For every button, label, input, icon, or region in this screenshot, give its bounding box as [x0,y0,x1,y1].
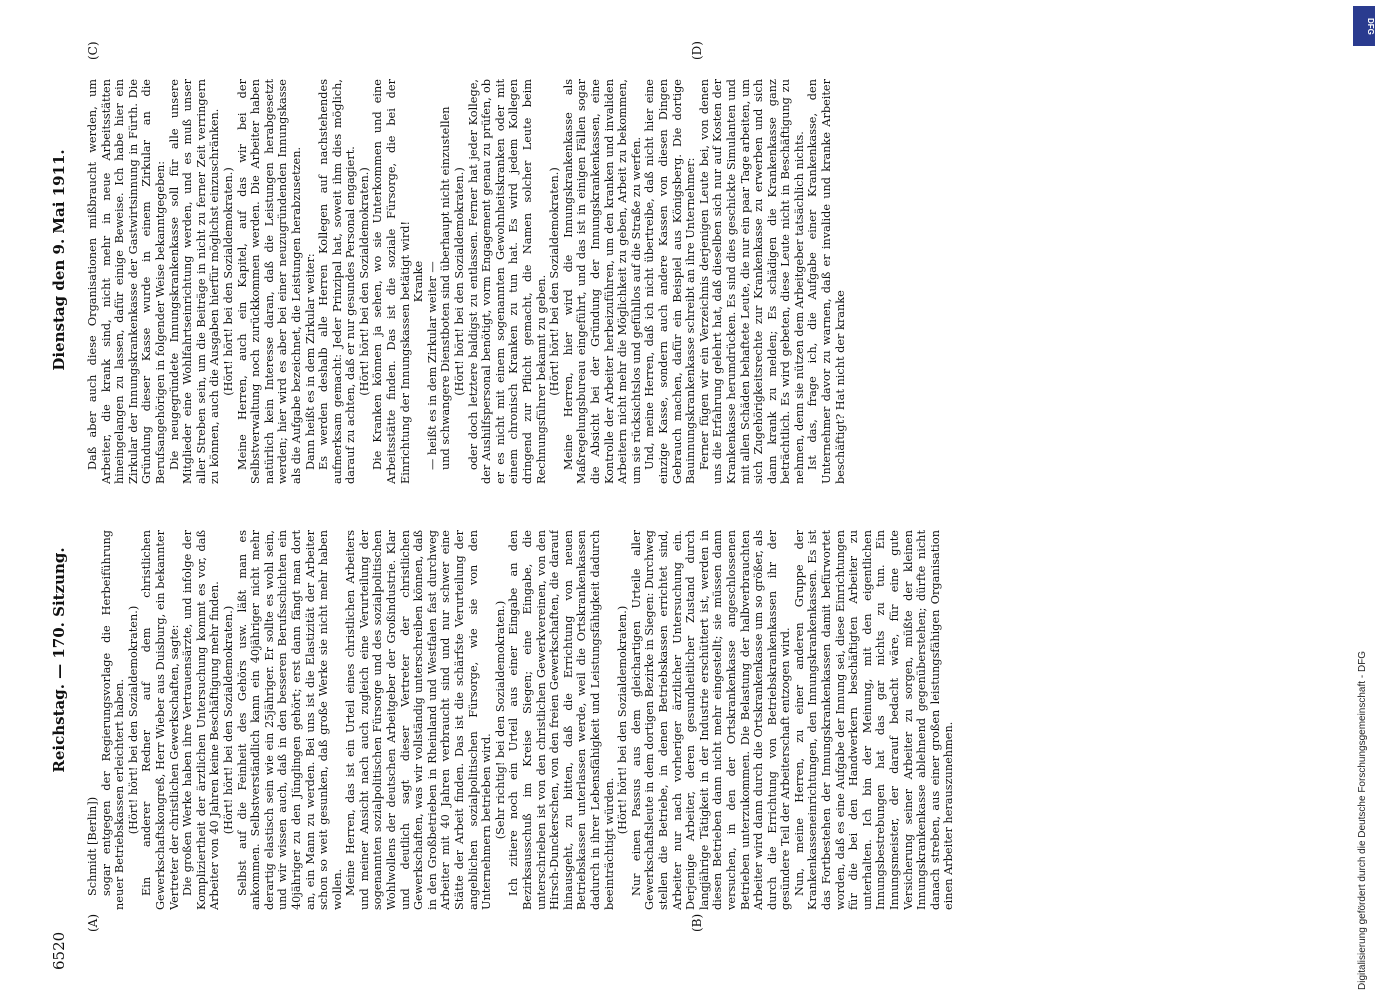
paragraph: sogar entgegen der Regierungsvorlage die Herbeiführung neuer Betriebskassen erleichtert haben. [99,530,127,910]
page-header [50,35,74,970]
paragraph: Ich zitiere noch ein Urteil aus einer Eingabe an den Bezirksausschuß im Kreise Siegen; eine Eingabe, die unterschrieben ist von den christlichen Gewerkvereinen, von den Hirsch-Dunckerschen, von den freien Gewerkschaften, die darauf hinausgeht, zu bitten, daß die Errichtung von neuen Betriebskassen unterlassen werde, weil die Ortskrankenkassen dadurch in ihrer Lebensfähigkeit und Leistungsfähigkeit dadurch beeinträchtigt würden. [507,530,616,910]
paragraph: Die großen Werke haben ihre Vertrauensärzte, und infolge der Kompliziertheit der ärztlichen Untersuchung kommt es vor, daß Arbeiter von 40 Jahren keine Beschäftigung mehr finden. [181,530,222,910]
dfg-logo: DFG [1353,6,1375,46]
margin-marker-c: (C) [86,41,100,60]
paragraph: Ferner fügen wir ein Verzeichnis derjenigen Leute bei, von denen uns die Erfahrung gelehrt hat, daß dieselben sich nur auf Kosten der Krankenkasse herumdrücken. Es sind dies geschickte Simulanten und mit allen Schäden behaftete Leute, die nur ein paar Tage arbeiten, um sich Zugehörigkeitsrechte zur Krankenkasse zu erwerben und sich dann krank zu melden; Es schädigen die Krankenkasse ganz beträchtlich. Es wird gebeten, diese Leute nicht in Beschäftigung zu nehmen, denn sie nützen dem Arbeitgeber tatsächlich nichts. [697,79,806,484]
paragraph: (Hört! hört! bei den Sozialdemokraten.) [616,605,630,835]
paragraph: Die neugegründete Innungskrankenkasse soll für alle unsere Mitglieder eine Wohlfahrtseinrichtung werden, und es muß unser aller Streben sein, um die Beiträge in nicht zu ferner Zeit verringern zu können, auch die Ausgaben hierfür möglichst einzuschränken. [167,79,222,484]
paragraph: (Sehr richtig! bei den Sozialdemokraten.) [493,600,507,840]
paragraph: — heißt es in dem Zirkular weiter — [425,261,439,470]
paragraph: Dann heißt es in dem Zirkular weiter: [303,253,317,470]
paragraph: (Hört! hört! bei den Sozialdemokraten.) [548,167,562,396]
paragraph: Meine Herren, auch ein Kapitel, auf das wir bei der Selbstverwaltung noch zurückkommen werden. Die Arbeiter haben natürlich kein Interesse daran, daß die Leistungen herabgesetzt werden; hier wird es aber bei einer neuzugründenden Innungskasse als die Aufgabe bezeichnet, die Leistungen herabzusetzen. [235,79,303,484]
right-text-column [86,79,1296,484]
paragraph: Ein anderer Redner auf dem christlichen Gewerkschaftskongreß, Herr Wieber aus Duisburg, ein bekannter Vertreter der christlichen Gewerkschaften, sagte: [140,530,181,910]
paragraph: (Hört! hört! bei den Sozialdemokraten.) [221,605,235,835]
margin-marker-a: (A) [86,913,100,932]
digitization-credit: Digitalisierung gefördert durch die Deutsche Forschungsgemeinschaft - DFG [1357,650,1368,990]
paragraph: Nun, meine Herren, zu einer anderen Gruppe der Krankenkasseneinrichtungen, den Innungskrankenkassen. Es ist das Fortbestehen der Innungskrankenkassen damit befürwortet worden, daß es eine Aufgabe der Innung sei, diese Einrichtungen für die bei den Handwerkern beschäftigten Arbeiter zu unterhalten. Ich bin der Meinung, mit den eigentlichen Innungsbestrebungen hat das gar nichts zu tun. Ein Innungsmeister, der darauf bedacht wäre, für eine gute Versicherung seiner Arbeiter zu sorgen, müßte der kleinen Innungskrankenkasse ablehnend gegenüberstehen; dürfte nicht danach streben, aus einer großen leistungsfähigen Organisation einen Arbeiter herauszunehmen. [792,530,956,910]
paragraph: (Hört! hört! bei den Sozialdemokraten.) [453,167,467,396]
paragraph: Selbst auf die Feinheit des Gehörs usw. läßt man es ankommen. Selbstverständlich kann ein 40jähriger nicht mehr derartig elastisch sein wie ein 25jähriger. Er sollte es wohl sein, und wir wissen auch, daß in den besseren Berufsschichten ein 40jähriger zu den Jünglingen gehört; erst dann fängt man dort an, ein Mann zu werden. Bei uns ist die Elastizität der Arbeiter schon so weit gesunken, daß große Werke sie nicht mehr haben wollen. [235,530,344,910]
paragraph: (Hört! hört! bei den Sozialdemokraten.) [221,167,235,396]
paragraph: Daß aber auch diese Organisationen mißbraucht werden, um Arbeiter, die krank sind, nicht mehr in neue Arbeitsstätten hineingelangen zu lassen, dafür einige Beweise. Ich habe hier ein Zirkular der Innungskrankenkasse der Gastwirtsinnung in Fürth. Die Gründung dieser Kasse wurde in einem Zirkular an die Berufsangehörigen in folgender Weise bekanntgegeben: [86,79,167,484]
margin-marker-b: (B) [690,913,704,932]
paragraph: oder doch letztere baldigst zu entlassen. Ferner hat jeder Kollege, der Aushilfspersonal benötigt, vorm Engagement genau zu prüfen, ob er es nicht mit einem sogenannten Gewohnheitskranken oder mit einem chronisch Kranken zu tun hat. Es wird jedem Kollegen dringend zur Pflicht gemacht, die Namen solcher Leute beim Rechnungsführer bekannt zu geben. [466,79,548,484]
paragraph: Nur einen Passus aus dem gleichartigen Urteile aller Gewerkschaftsleute in dem dortigen Bezirke in Siegen: Durchweg stellen die Betriebe, in denen Betriebskassen errichtet sind, Arbeiter nur nach vorheriger ärztlicher Untersuchung ein. Derjenige Arbeiter, deren gesundheitlicher Zustand durch langjährige Tätigkeit in der Industrie erschüttert ist, werden in diesen Betrieben dann nicht mehr eingestellt; sie müssen dann versuchen, in den der Ortskrankenkasse angeschlossenen Betrieben unterzukommen. Die Belastung der halbverbrauchten Arbeiter wird dann durch die Ortskrankenkasse um so größer, als durch die Errichtung von Betriebskrankenkassen ihr der gesündere Teil der Arbeiterschaft entzogen wird. [629,530,793,910]
paragraph: (Hört! hört! bei den Sozialdemokraten.) [126,605,140,835]
paragraph: Meine Herren, das ist ein Urteil eines christlichen Arbeiters und meiner Ansicht nach auch zugleich eine Verurteilung der sogenannten sozialpolitischen Fürsorge und des sozialpolitischen Wohlwollens der deutschen Arbeitgeber der Großindustrie. Klar und deutlich sagt dieser Vertreter der christlichen Gewerkschaften, was wir vollständig unterschreiben können, daß in den Großbetrieben in Rheinland und Westfalen fast durchweg Arbeiter mit 40 Jahren verbraucht sind und nur schwer eine Stätte der Arbeit finden. Das ist die schärfste Verurteilung der angeblichen sozialpolitischen Fürsorge, wie sie von den Unternehmern betrieben wird. [344,530,494,910]
left-text-column [86,530,1296,910]
paragraph: Kranke [412,260,426,303]
paragraph: Ist das, frage ich, die Aufgabe einer Krankenkasse, den Unternehmer davor zu warnen, daß er invalide und kranke Arbeiter beschäftigt? Hat nicht der kranke [806,79,847,484]
margin-marker-d: (D) [690,41,704,60]
paragraph: Und, meine Herren, daß ich nicht übertreibe, daß nicht hier eine einzige Kasse, sondern auch andere Kassen von diesen Dingen Gebrauch machen, dafür ein Beispiel aus Königsberg. Die dortige Bauinnungskrankenkasse schreibt an ihre Unternehmer: [643,79,698,484]
paragraph: und schwangere Dienstboten sind überhaupt nicht einzustellen [439,106,453,470]
paragraph: Es werden deshalb alle Herren Kollegen auf nachstehendes aufmerksam gemacht: Jeder Prinzipal hat, soweit ihm dies möglich, darauf zu achten, daß er nur gesundes Personal engagiert. [317,79,358,484]
paragraph: Meine Herren, hier wird die Innungskrankenkasse als Maßregelungsbureau eingeführt, und das ist in einigen Fällen sogar die Absicht bei der Gründung der Innungskrankenkassen, eine Kontrolle der Arbeiter herbeizuführen, um den kranken und invaliden Arbeitern nicht mehr die Möglichkeit zu geben, Arbeit zu bekommen, um sie rücksichtslos und gefühllos auf die Straße zu werfen. [561,79,643,484]
paragraph: (Hört! hört! bei den Sozialdemokraten.) [357,167,371,396]
paragraph: Schmidt [Berlin]) [86,796,99,896]
header-title-left: Reichstag. — 170. Sitzung. [50,547,68,773]
paragraph: Die Kranken können ja sehen, wo sie Unterkommen und eine Arbeitsstätte finden. Das ist die soziale Fürsorge, die bei der Einrichtung der Innungskassen betätigt wird! [371,79,412,484]
page-number: 6520 [50,931,68,970]
header-title-right: Dienstag den 9. Mai 1911. [50,149,68,371]
